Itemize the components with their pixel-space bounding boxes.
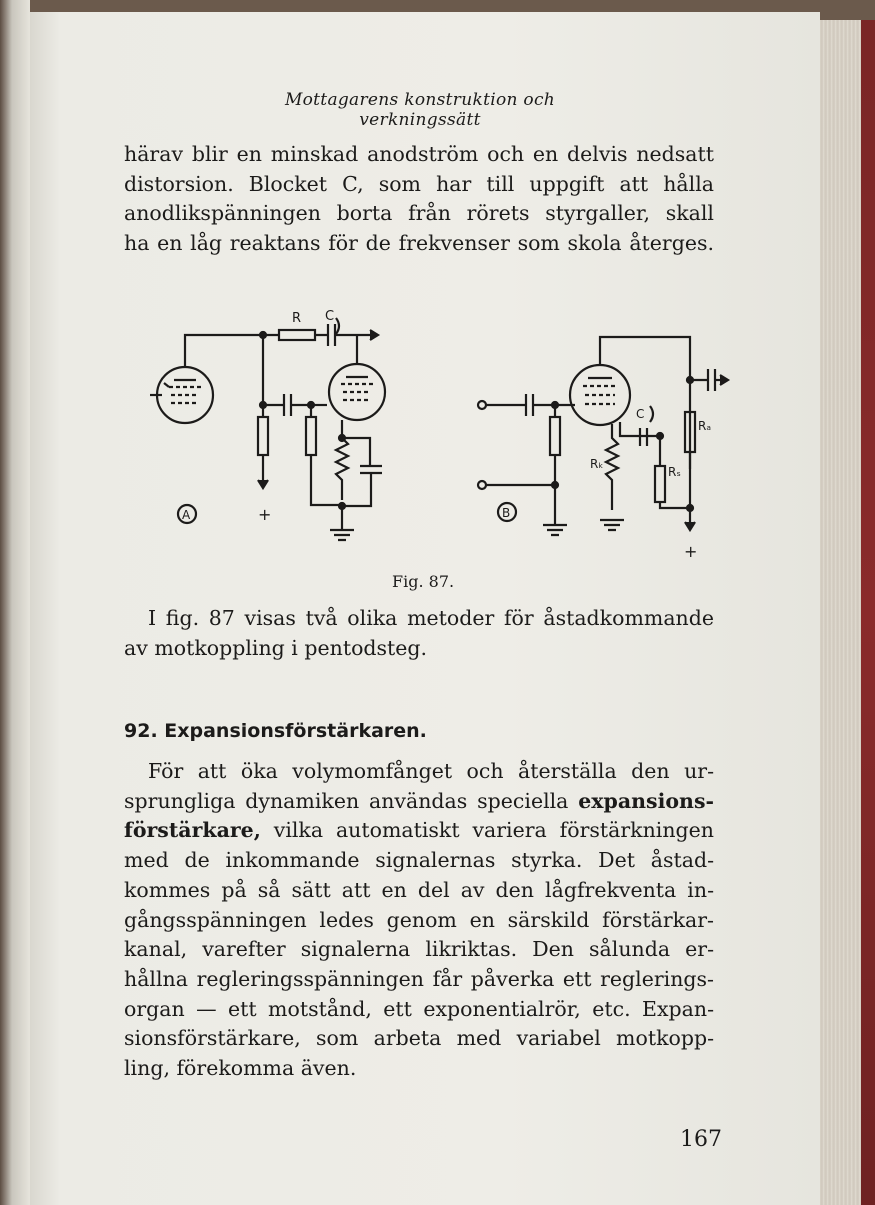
- resistor-R-icon: [279, 330, 315, 340]
- resistor-grid-leak-icon: [258, 417, 268, 455]
- text-line: För att öka volymomfånget och återställa den ur-: [148, 759, 714, 783]
- screen-resistor-icon: [655, 466, 665, 502]
- text-line: hållna regleringsspänningen får påverka ett reglerings-: [124, 966, 714, 991]
- book-page-stack: [820, 20, 875, 1205]
- label-C: C: [325, 309, 335, 324]
- label-Rk: Rₖ: [590, 457, 604, 471]
- output-capacitor-icon: [708, 369, 715, 391]
- label-plus-A: +: [258, 505, 272, 524]
- text-line: av motkoppling i pentodsteg.: [124, 635, 428, 660]
- text-line: anodlikspänningen borta från rörets styrgaller, skall: [124, 201, 714, 226]
- text-line: sionsförstärkare, som arbeta med variabel motkopp-: [124, 1026, 714, 1051]
- circuit-diagram-fig87: [142, 292, 732, 562]
- text-line: distorsion. Blocket C, som har till uppgift att hålla: [124, 171, 714, 196]
- tube-2-icon: [329, 364, 385, 420]
- bold-term: expansions-: [578, 788, 714, 813]
- tube-1-icon: [150, 367, 213, 423]
- coupling-capacitor-icon: [284, 394, 291, 416]
- text-line: ha en låg reaktans för de frekvenser som skola återges.: [124, 231, 714, 256]
- label-R: R: [292, 311, 302, 326]
- text-line: [124, 787, 714, 817]
- capacitor-C-icon: [328, 324, 335, 346]
- label-C2: C: [636, 407, 645, 421]
- bold-term: förstärkare,: [124, 818, 261, 843]
- book-left-edge: [0, 0, 30, 1205]
- label-B: B: [502, 506, 511, 520]
- label-A: A: [182, 508, 191, 522]
- label-plus-B: +: [684, 542, 698, 561]
- page-number: 167: [680, 1127, 722, 1152]
- cathode-capacitor-icon: [360, 466, 382, 473]
- cathode-resistor-icon: [336, 438, 348, 500]
- text-line: I fig. 87 visas två olika metoder för åstadkommande: [148, 606, 714, 630]
- text-line: [124, 816, 714, 846]
- paragraph-2: [124, 604, 714, 663]
- book-cover-edge: [861, 20, 875, 1205]
- label-Rs: Rₛ: [668, 465, 681, 479]
- text-line: organ — ett motstånd, ett exponentialrör, etc. Expan-: [124, 996, 714, 1021]
- paragraph-1: [124, 140, 714, 259]
- section-heading: 92. Expansionsförstärkaren.: [124, 720, 427, 742]
- running-header: Mottagarens konstruktion och verkningssätt: [284, 90, 556, 130]
- text-line: ling, förekomma även.: [124, 1056, 357, 1081]
- text-line: med de inkommande signalernas styrka. Det åstad-: [124, 848, 714, 873]
- text-line: kommes på så sätt att en del av den lågfrekventa in-: [124, 877, 714, 902]
- text-segment: vilka automatiskt variera förstärkningen: [260, 818, 714, 843]
- paragraph-3: [124, 757, 714, 1084]
- book-page: [30, 12, 820, 1205]
- text-line: härav blir en minskad anodström och en delvis nedsatt: [124, 142, 714, 166]
- input-capacitor-icon: [526, 394, 533, 416]
- tube-3-icon: [570, 365, 630, 425]
- text-line: kanal, varefter signalerna likriktas. Den sålunda er-: [124, 937, 714, 962]
- figure-caption: Fig. 87.: [392, 572, 455, 591]
- text-line: gångsspänningen ledes genom en särskild förstärkar-: [124, 907, 714, 932]
- text-segment: sprungliga dynamiken användas speciella: [124, 788, 579, 813]
- label-Ra: Rₐ: [698, 419, 712, 433]
